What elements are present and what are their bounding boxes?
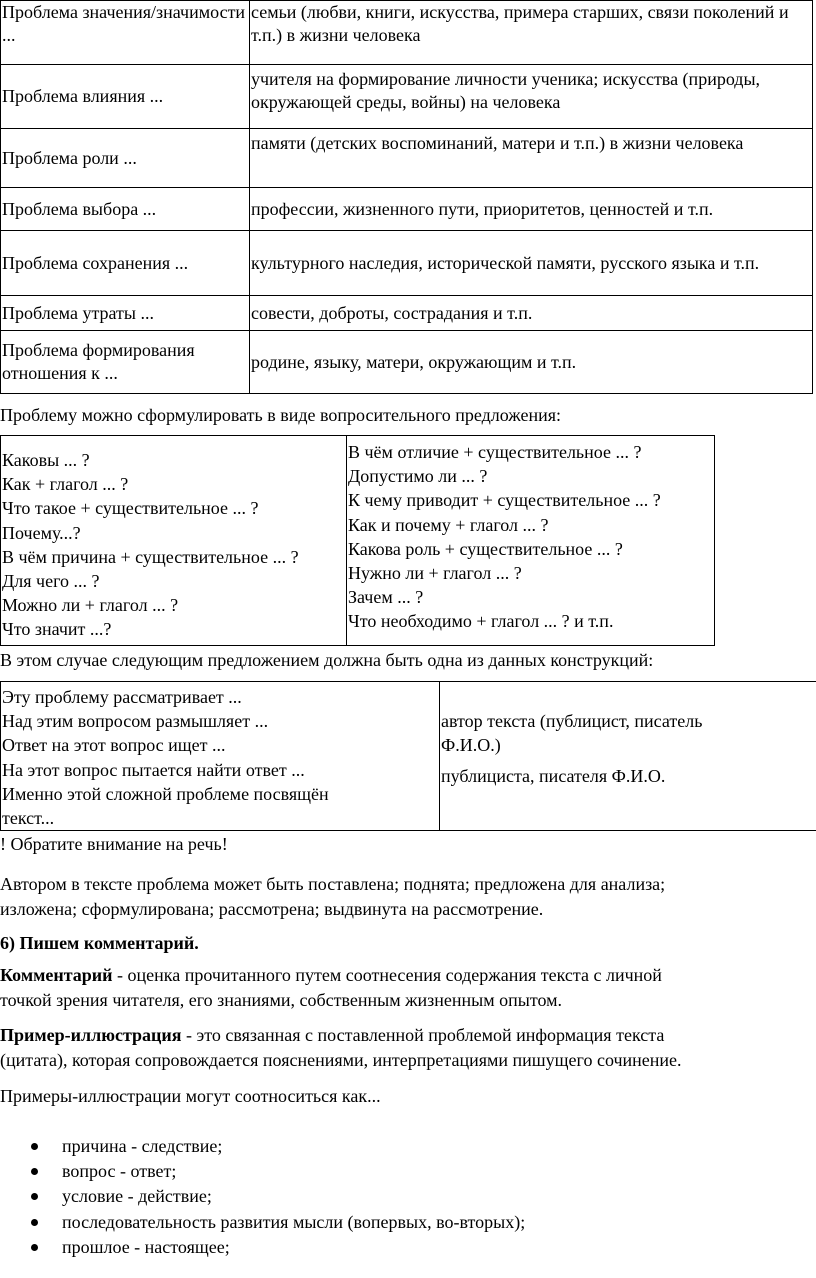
list-item: условие - действие; [0,1184,525,1209]
construction-intro: В этом случае следующим предложением должна быть одна из данных конструкций: [0,650,654,670]
list-item: Ответ на этот вопрос ищет ... [2,735,226,756]
list-item: публициста, писателя Ф.И.О. [441,766,666,787]
problem-cell: Проблема формирования отношения к ... [1,331,250,394]
list-item: Что необходимо + глагол ... ? и т.п. [348,611,614,632]
comment-def-text: - оценка прочитанного путем соотнесения содержания текста с личной [117,965,662,985]
list-item: Как + глагол ... ? [2,474,129,495]
bullet-icon [31,1244,38,1251]
table-row [1,296,813,331]
list-item: вопрос - ответ; [0,1159,525,1184]
problem-cell: Проблема влияния ... [1,65,250,129]
example-term: Пример-иллюстрация [0,1025,182,1045]
examples-intro: Примеры-иллюстрации могут соотноситься как... [0,1086,381,1106]
list-item: Какова роль + существительное ... ? [348,538,623,559]
topic-cell: профессии, жизненного пути, приоритетов, ценностей и т.п. [250,188,813,231]
list-item: Почему...? [2,522,81,543]
list-item: Эту проблему рассматривает ... [2,687,242,707]
problems-table [0,0,813,394]
list-item: Что значит ...? [2,619,112,640]
list-item: Каковы ... ? [2,450,90,470]
topic-cell: родине, языку, матери, окружающим и т.п. [250,331,813,394]
question-list-right [348,440,661,634]
topic-cell: памяти (детских воспоминаний, матери и т.п.) в жизни человека [250,129,813,188]
list-item: прошлое - настоящее; [0,1235,525,1260]
list-item: Можно ли + глагол ... ? [2,595,179,616]
list-item: причина - следствие; [0,1134,525,1159]
list-item: В чём причина + существительное ... ? [2,546,299,567]
list-item: Над этим вопросом размышляет ... [2,711,269,732]
list-item: Нужно ли + глагол ... ? [348,563,522,584]
list-item: Именно этой сложной проблеме посвящён [2,783,329,804]
topic-cell: культурного наследия, исторической памяти, русского языка и т.п. [250,231,813,296]
question-list-left [2,448,299,642]
attention-note: ! Обратите внимание на речь! [0,834,228,854]
list-item: последовательность развития мысли (вопервых, во-вторых); [0,1210,525,1235]
list-item: Допустимо ли ... ? [348,466,488,487]
paragraph-line: изложена; сформулирована; рассмотрена; выдвинута на рассмотрение. [0,899,544,919]
list-item: Ф.И.О.) [441,735,501,756]
section-heading: 6) Пишем комментарий. [0,933,199,953]
problem-cell: Проблема утраты ... [1,296,250,331]
paragraph-line: (цитата), которая сопровождается пояснениями, интерпретациями пишущего сочинение. [0,1050,682,1070]
example-def-text: - это связанная с поставленной проблемой информация текста [186,1025,665,1045]
list-item: В чём отличие + существительное ... ? [348,442,642,462]
list-item: Как и почему + глагол ... ? [348,514,549,535]
problem-cell: Проблема выбора ... [1,188,250,231]
bullet-icon [31,1143,38,1150]
relation-list [0,1134,525,1260]
paragraph-line: точкой зрения читателя, его знаниями, собственным жизненным опытом. [0,990,563,1010]
table-row [1,1,813,65]
list-item: Для чего ... ? [2,571,100,592]
table-row [1,231,813,296]
topic-cell: совести, доброты, сострадания и т.п. [250,296,813,331]
list-item: текст... [2,808,55,829]
comment-definition [0,963,662,1013]
list-item: Зачем ... ? [348,587,424,608]
construction-list-left [2,685,329,830]
problem-cell: Проблема сохранения ... [1,231,250,296]
comment-term: Комментарий [0,965,113,985]
question-intro: Проблему можно сформулировать в виде вопросительного предложения: [0,405,562,425]
table-row [1,331,813,394]
list-item: На этот вопрос пытается найти ответ ... [2,759,305,780]
list-item: Что такое + существительное ... ? [2,498,259,519]
paragraph-line: Автором в тексте проблема может быть поставлена; поднята; предложена для анализа; [0,874,666,894]
list-item: автор текста (публицист, писатель [441,711,703,731]
problem-cell: Проблема значения/значимости ... [1,1,250,65]
table-row [1,129,813,188]
problem-cell: Проблема роли ... [1,129,250,188]
bullet-icon [31,1193,38,1200]
table-row [1,188,813,231]
topic-cell: учителя на формирование личности ученика; искусства (природы, окружающей среды, войны) на человека [250,65,813,129]
construction-list-right [441,709,702,789]
bullet-icon [31,1219,38,1226]
list-item: К чему приводит + существительное ... ? [348,490,661,511]
author-paragraph [0,872,665,922]
topic-cell: семьи (любви, книги, искусства, примера старших, связи поколений и т.п.) в жизни человека [250,1,813,65]
table-row [1,65,813,129]
bullet-icon [31,1168,38,1175]
example-definition [0,1023,682,1073]
